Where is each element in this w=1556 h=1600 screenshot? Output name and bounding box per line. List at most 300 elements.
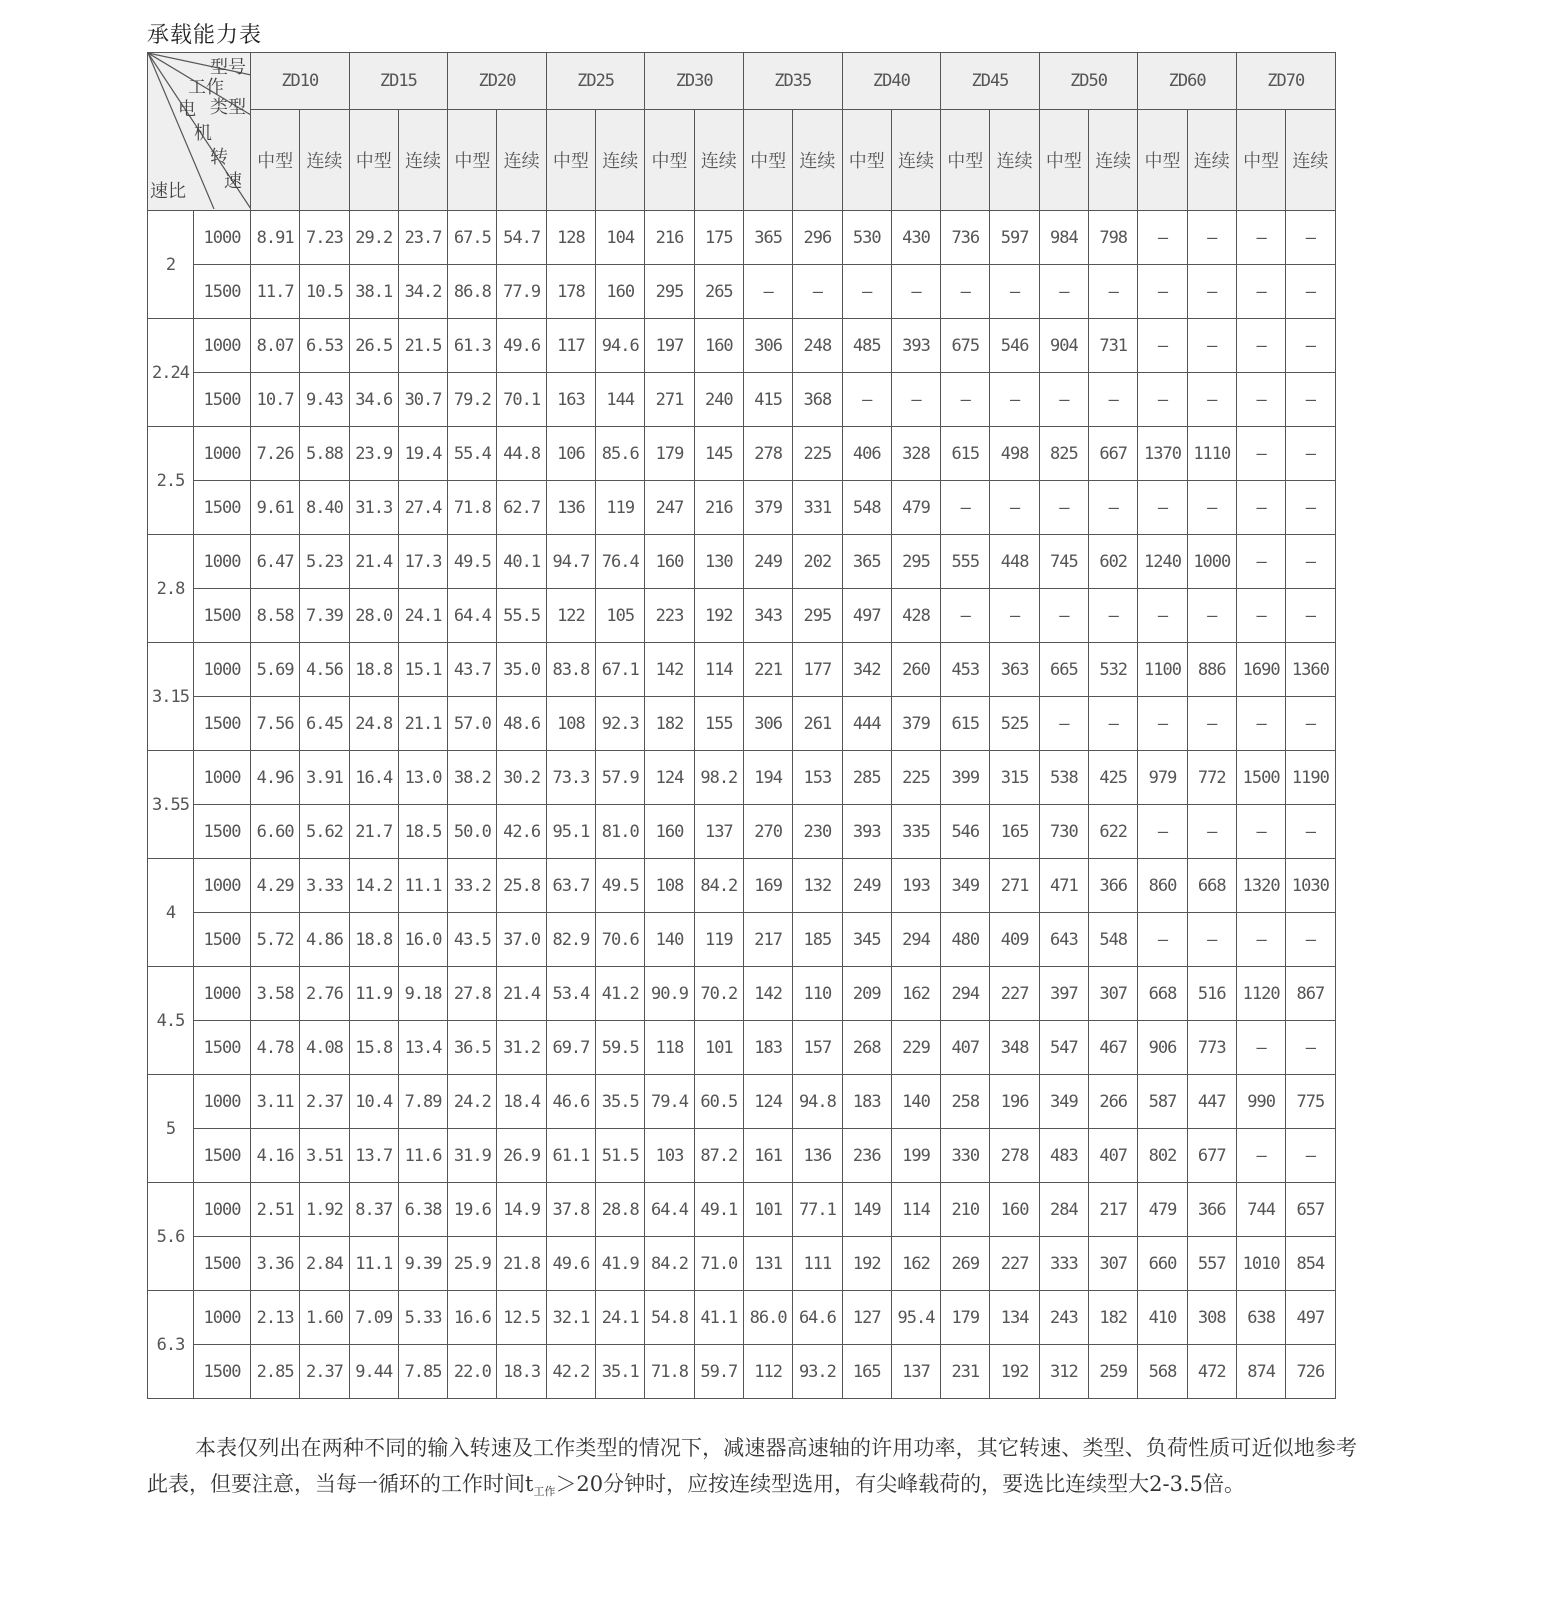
- speed-cell: 1500: [194, 373, 251, 427]
- value-cell: 9.39: [398, 1237, 447, 1291]
- value-cell: 140: [645, 913, 694, 967]
- speed-cell: 1000: [194, 751, 251, 805]
- value-cell: –: [1089, 265, 1138, 319]
- value-cell: 259: [1089, 1345, 1138, 1399]
- value-cell: –: [1236, 427, 1285, 481]
- value-cell: 248: [793, 319, 842, 373]
- value-cell: 479: [891, 481, 940, 535]
- value-cell: 27.4: [398, 481, 447, 535]
- model-header: ZD40: [842, 53, 941, 110]
- value-cell: 163: [546, 373, 595, 427]
- value-cell: 10.5: [300, 265, 349, 319]
- value-cell: 18.4: [497, 1075, 546, 1129]
- type-header-continuous: 连续: [990, 110, 1039, 211]
- value-cell: 568: [1138, 1345, 1187, 1399]
- value-cell: 50.0: [448, 805, 497, 859]
- model-header: ZD20: [448, 53, 547, 110]
- value-cell: –: [1286, 1021, 1335, 1075]
- value-cell: 93.2: [793, 1345, 842, 1399]
- value-cell: 979: [1138, 751, 1187, 805]
- value-cell: 6.45: [300, 697, 349, 751]
- value-cell: –: [1286, 211, 1335, 265]
- type-header-continuous: 连续: [793, 110, 842, 211]
- value-cell: 860: [1138, 859, 1187, 913]
- value-cell: –: [1236, 373, 1285, 427]
- value-cell: 230: [793, 805, 842, 859]
- value-cell: 8.58: [251, 589, 300, 643]
- type-header-medium: 中型: [448, 110, 497, 211]
- value-cell: 295: [645, 265, 694, 319]
- table-row: [148, 1345, 1336, 1399]
- value-cell: 153: [793, 751, 842, 805]
- value-cell: 28.0: [349, 589, 398, 643]
- value-cell: 64.6: [793, 1291, 842, 1345]
- speed-cell: 1500: [194, 265, 251, 319]
- value-cell: 46.6: [546, 1075, 595, 1129]
- value-cell: 130: [694, 535, 743, 589]
- value-cell: 6.53: [300, 319, 349, 373]
- value-cell: 368: [793, 373, 842, 427]
- value-cell: 1360: [1286, 643, 1335, 697]
- value-cell: –: [1286, 265, 1335, 319]
- value-cell: 10.4: [349, 1075, 398, 1129]
- value-cell: 2.37: [300, 1075, 349, 1129]
- value-cell: 278: [743, 427, 792, 481]
- value-cell: 331: [793, 481, 842, 535]
- value-cell: 34.2: [398, 265, 447, 319]
- value-cell: –: [990, 265, 1039, 319]
- value-cell: 83.8: [546, 643, 595, 697]
- ratio-cell: 4: [148, 859, 194, 967]
- corner-label-motor-2: 机: [194, 123, 212, 144]
- value-cell: 185: [793, 913, 842, 967]
- value-cell: 92.3: [596, 697, 645, 751]
- value-cell: –: [1089, 481, 1138, 535]
- value-cell: 379: [743, 481, 792, 535]
- value-cell: –: [941, 481, 990, 535]
- value-cell: 269: [941, 1237, 990, 1291]
- value-cell: 142: [645, 643, 694, 697]
- value-cell: 225: [793, 427, 842, 481]
- value-cell: 67.5: [448, 211, 497, 265]
- value-cell: 802: [1138, 1129, 1187, 1183]
- table-row: [148, 211, 1336, 265]
- value-cell: 453: [941, 643, 990, 697]
- value-cell: 240: [694, 373, 743, 427]
- value-cell: –: [1286, 805, 1335, 859]
- value-cell: 9.18: [398, 967, 447, 1021]
- value-cell: 11.9: [349, 967, 398, 1021]
- value-cell: 162: [891, 967, 940, 1021]
- ratio-cell: 2.8: [148, 535, 194, 643]
- value-cell: 1240: [1138, 535, 1187, 589]
- value-cell: 24.8: [349, 697, 398, 751]
- value-cell: 1.92: [300, 1183, 349, 1237]
- value-cell: 9.43: [300, 373, 349, 427]
- value-cell: 271: [645, 373, 694, 427]
- value-cell: 38.1: [349, 265, 398, 319]
- table-row: [148, 427, 1336, 481]
- value-cell: 472: [1187, 1345, 1236, 1399]
- value-cell: 35.5: [596, 1075, 645, 1129]
- value-cell: 15.1: [398, 643, 447, 697]
- value-cell: 192: [694, 589, 743, 643]
- value-cell: –: [1187, 913, 1236, 967]
- value-cell: 108: [645, 859, 694, 913]
- value-cell: 333: [1039, 1237, 1088, 1291]
- value-cell: 2.51: [251, 1183, 300, 1237]
- value-cell: 34.6: [349, 373, 398, 427]
- value-cell: 62.7: [497, 481, 546, 535]
- table-row: [148, 1291, 1336, 1345]
- value-cell: 363: [990, 643, 1039, 697]
- table-row: [148, 1021, 1336, 1075]
- value-cell: 77.1: [793, 1183, 842, 1237]
- value-cell: 64.4: [448, 589, 497, 643]
- value-cell: 546: [990, 319, 1039, 373]
- footnote-part2: ＞20分钟时，应按连续型选用，有尖峰载荷的，要选比连续型大2-3.5倍。: [555, 1472, 1246, 1496]
- value-cell: 217: [743, 913, 792, 967]
- model-header: ZD10: [251, 53, 350, 110]
- value-cell: 886: [1187, 643, 1236, 697]
- value-cell: 906: [1138, 1021, 1187, 1075]
- value-cell: 1030: [1286, 859, 1335, 913]
- value-cell: 202: [793, 535, 842, 589]
- table-row: [148, 265, 1336, 319]
- ratio-cell: 4.5: [148, 967, 194, 1075]
- table-row: [148, 1129, 1336, 1183]
- value-cell: 7.26: [251, 427, 300, 481]
- value-cell: 95.1: [546, 805, 595, 859]
- value-cell: 7.39: [300, 589, 349, 643]
- value-cell: 57.9: [596, 751, 645, 805]
- value-cell: –: [1138, 589, 1187, 643]
- value-cell: 41.2: [596, 967, 645, 1021]
- value-cell: 425: [1089, 751, 1138, 805]
- value-cell: 41.9: [596, 1237, 645, 1291]
- value-cell: 10.7: [251, 373, 300, 427]
- header-row-types: [148, 110, 1336, 211]
- speed-cell: 1500: [194, 1237, 251, 1291]
- value-cell: 157: [793, 1021, 842, 1075]
- value-cell: 365: [743, 211, 792, 265]
- value-cell: 103: [645, 1129, 694, 1183]
- value-cell: 406: [842, 427, 891, 481]
- value-cell: 5.88: [300, 427, 349, 481]
- value-cell: 4.86: [300, 913, 349, 967]
- value-cell: 223: [645, 589, 694, 643]
- value-cell: 6.38: [398, 1183, 447, 1237]
- value-cell: 497: [842, 589, 891, 643]
- value-cell: 745: [1039, 535, 1088, 589]
- value-cell: –: [1138, 265, 1187, 319]
- value-cell: 6.60: [251, 805, 300, 859]
- value-cell: 41.1: [694, 1291, 743, 1345]
- value-cell: 548: [1089, 913, 1138, 967]
- value-cell: 26.9: [497, 1129, 546, 1183]
- value-cell: 5.33: [398, 1291, 447, 1345]
- value-cell: 48.6: [497, 697, 546, 751]
- value-cell: 31.3: [349, 481, 398, 535]
- value-cell: 81.0: [596, 805, 645, 859]
- value-cell: 4.08: [300, 1021, 349, 1075]
- value-cell: 131: [743, 1237, 792, 1291]
- value-cell: 306: [743, 319, 792, 373]
- value-cell: 306: [743, 697, 792, 751]
- value-cell: 227: [990, 967, 1039, 1021]
- value-cell: –: [1187, 319, 1236, 373]
- value-cell: 2.13: [251, 1291, 300, 1345]
- value-cell: 904: [1039, 319, 1088, 373]
- model-header: ZD60: [1138, 53, 1237, 110]
- value-cell: –: [1138, 211, 1187, 265]
- corner-label-ratio: 速比: [150, 181, 186, 202]
- model-header: ZD25: [546, 53, 645, 110]
- value-cell: 137: [891, 1345, 940, 1399]
- value-cell: 85.6: [596, 427, 645, 481]
- value-cell: 60.5: [694, 1075, 743, 1129]
- value-cell: –: [1089, 697, 1138, 751]
- value-cell: 124: [645, 751, 694, 805]
- value-cell: 108: [546, 697, 595, 751]
- value-cell: –: [1236, 319, 1285, 373]
- table-row: [148, 643, 1336, 697]
- value-cell: 26.5: [349, 319, 398, 373]
- value-cell: 42.2: [546, 1345, 595, 1399]
- value-cell: 736: [941, 211, 990, 265]
- value-cell: 854: [1286, 1237, 1335, 1291]
- value-cell: –: [1089, 589, 1138, 643]
- speed-cell: 1500: [194, 805, 251, 859]
- value-cell: –: [1286, 913, 1335, 967]
- value-cell: 308: [1187, 1291, 1236, 1345]
- value-cell: 9.61: [251, 481, 300, 535]
- value-cell: –: [842, 265, 891, 319]
- corner-label-work-type-1: 工作: [188, 77, 224, 98]
- model-header: ZD30: [645, 53, 744, 110]
- value-cell: 175: [694, 211, 743, 265]
- value-cell: 18.3: [497, 1345, 546, 1399]
- value-cell: –: [891, 373, 940, 427]
- value-cell: 2.84: [300, 1237, 349, 1291]
- value-cell: 16.4: [349, 751, 398, 805]
- value-cell: 54.8: [645, 1291, 694, 1345]
- value-cell: 132: [793, 859, 842, 913]
- value-cell: 284: [1039, 1183, 1088, 1237]
- capacity-table: [147, 52, 1336, 1399]
- value-cell: 64.4: [645, 1183, 694, 1237]
- value-cell: 40.1: [497, 535, 546, 589]
- value-cell: 657: [1286, 1183, 1335, 1237]
- value-cell: 73.3: [546, 751, 595, 805]
- value-cell: 217: [1089, 1183, 1138, 1237]
- speed-cell: 1500: [194, 481, 251, 535]
- value-cell: 169: [743, 859, 792, 913]
- value-cell: 111: [793, 1237, 842, 1291]
- value-cell: 13.4: [398, 1021, 447, 1075]
- ratio-cell: 6.3: [148, 1291, 194, 1399]
- value-cell: –: [1236, 481, 1285, 535]
- value-cell: 667: [1089, 427, 1138, 481]
- value-cell: 3.51: [300, 1129, 349, 1183]
- value-cell: 8.37: [349, 1183, 398, 1237]
- value-cell: 33.2: [448, 859, 497, 913]
- type-header-continuous: 连续: [398, 110, 447, 211]
- value-cell: 271: [990, 859, 1039, 913]
- value-cell: 94.8: [793, 1075, 842, 1129]
- value-cell: 243: [1039, 1291, 1088, 1345]
- type-header-medium: 中型: [941, 110, 990, 211]
- value-cell: 415: [743, 373, 792, 427]
- table-row: [148, 805, 1336, 859]
- value-cell: 30.7: [398, 373, 447, 427]
- value-cell: 24.1: [596, 1291, 645, 1345]
- value-cell: 548: [842, 481, 891, 535]
- value-cell: 867: [1286, 967, 1335, 1021]
- value-cell: 36.5: [448, 1021, 497, 1075]
- value-cell: 178: [546, 265, 595, 319]
- value-cell: 155: [694, 697, 743, 751]
- speed-cell: 1000: [194, 967, 251, 1021]
- value-cell: 13.0: [398, 751, 447, 805]
- value-cell: 117: [546, 319, 595, 373]
- value-cell: –: [1187, 589, 1236, 643]
- value-cell: 79.4: [645, 1075, 694, 1129]
- type-header-continuous: 连续: [694, 110, 743, 211]
- ratio-cell: 2.24: [148, 319, 194, 427]
- value-cell: 119: [596, 481, 645, 535]
- value-cell: 49.6: [546, 1237, 595, 1291]
- value-cell: 365: [842, 535, 891, 589]
- value-cell: 21.4: [349, 535, 398, 589]
- speed-cell: 1000: [194, 1183, 251, 1237]
- value-cell: 43.5: [448, 913, 497, 967]
- value-cell: 21.8: [497, 1237, 546, 1291]
- value-cell: 312: [1039, 1345, 1088, 1399]
- value-cell: 4.78: [251, 1021, 300, 1075]
- value-cell: 532: [1089, 643, 1138, 697]
- value-cell: 538: [1039, 751, 1088, 805]
- value-cell: 7.85: [398, 1345, 447, 1399]
- value-cell: 42.6: [497, 805, 546, 859]
- value-cell: 35.1: [596, 1345, 645, 1399]
- value-cell: 24.1: [398, 589, 447, 643]
- value-cell: 5.23: [300, 535, 349, 589]
- value-cell: 660: [1138, 1237, 1187, 1291]
- value-cell: 101: [743, 1183, 792, 1237]
- value-cell: 161: [743, 1129, 792, 1183]
- value-cell: 104: [596, 211, 645, 265]
- value-cell: 231: [941, 1345, 990, 1399]
- corner-label-motor-1: 电: [178, 99, 196, 120]
- table-row: [148, 697, 1336, 751]
- value-cell: 990: [1236, 1075, 1285, 1129]
- value-cell: 677: [1187, 1129, 1236, 1183]
- type-header-continuous: 连续: [891, 110, 940, 211]
- value-cell: 70.1: [497, 373, 546, 427]
- table-row: [148, 481, 1336, 535]
- value-cell: 57.0: [448, 697, 497, 751]
- value-cell: 128: [546, 211, 595, 265]
- ratio-cell: 3.55: [148, 751, 194, 859]
- value-cell: 773: [1187, 1021, 1236, 1075]
- value-cell: 409: [990, 913, 1039, 967]
- model-header: ZD15: [349, 53, 448, 110]
- value-cell: 497: [1286, 1291, 1335, 1345]
- value-cell: 79.2: [448, 373, 497, 427]
- value-cell: 622: [1089, 805, 1138, 859]
- value-cell: –: [1236, 211, 1285, 265]
- value-cell: 4.16: [251, 1129, 300, 1183]
- value-cell: 444: [842, 697, 891, 751]
- value-cell: 71.8: [448, 481, 497, 535]
- speed-cell: 1500: [194, 1345, 251, 1399]
- value-cell: 1010: [1236, 1237, 1285, 1291]
- value-cell: 160: [596, 265, 645, 319]
- value-cell: 29.2: [349, 211, 398, 265]
- value-cell: 4.56: [300, 643, 349, 697]
- speed-cell: 1000: [194, 535, 251, 589]
- value-cell: 266: [1089, 1075, 1138, 1129]
- corner-label-motor-3: 转: [210, 147, 228, 168]
- value-cell: –: [941, 373, 990, 427]
- value-cell: 3.91: [300, 751, 349, 805]
- value-cell: 772: [1187, 751, 1236, 805]
- value-cell: –: [941, 589, 990, 643]
- value-cell: 5.62: [300, 805, 349, 859]
- value-cell: 59.7: [694, 1345, 743, 1399]
- value-cell: 260: [891, 643, 940, 697]
- type-header-medium: 中型: [842, 110, 891, 211]
- value-cell: 483: [1039, 1129, 1088, 1183]
- value-cell: 140: [891, 1075, 940, 1129]
- value-cell: 61.3: [448, 319, 497, 373]
- value-cell: 94.6: [596, 319, 645, 373]
- value-cell: 160: [645, 535, 694, 589]
- value-cell: 294: [941, 967, 990, 1021]
- value-cell: 18.8: [349, 643, 398, 697]
- value-cell: 54.7: [497, 211, 546, 265]
- value-cell: 95.4: [891, 1291, 940, 1345]
- speed-cell: 1000: [194, 1075, 251, 1129]
- value-cell: 1320: [1236, 859, 1285, 913]
- value-cell: 615: [941, 427, 990, 481]
- value-cell: 295: [891, 535, 940, 589]
- value-cell: 192: [842, 1237, 891, 1291]
- value-cell: 160: [645, 805, 694, 859]
- value-cell: 379: [891, 697, 940, 751]
- value-cell: 137: [694, 805, 743, 859]
- value-cell: –: [1187, 211, 1236, 265]
- value-cell: 342: [842, 643, 891, 697]
- value-cell: 31.9: [448, 1129, 497, 1183]
- value-cell: 69.7: [546, 1021, 595, 1075]
- value-cell: 261: [793, 697, 842, 751]
- value-cell: 1500: [1236, 751, 1285, 805]
- footnote: [147, 1430, 1357, 1510]
- value-cell: 162: [891, 1237, 940, 1291]
- value-cell: –: [1187, 805, 1236, 859]
- value-cell: 179: [941, 1291, 990, 1345]
- value-cell: 430: [891, 211, 940, 265]
- table-row: [148, 319, 1336, 373]
- value-cell: 2.37: [300, 1345, 349, 1399]
- value-cell: 258: [941, 1075, 990, 1129]
- ratio-cell: 5.6: [148, 1183, 194, 1291]
- value-cell: 407: [1089, 1129, 1138, 1183]
- value-cell: 177: [793, 643, 842, 697]
- value-cell: 1690: [1236, 643, 1285, 697]
